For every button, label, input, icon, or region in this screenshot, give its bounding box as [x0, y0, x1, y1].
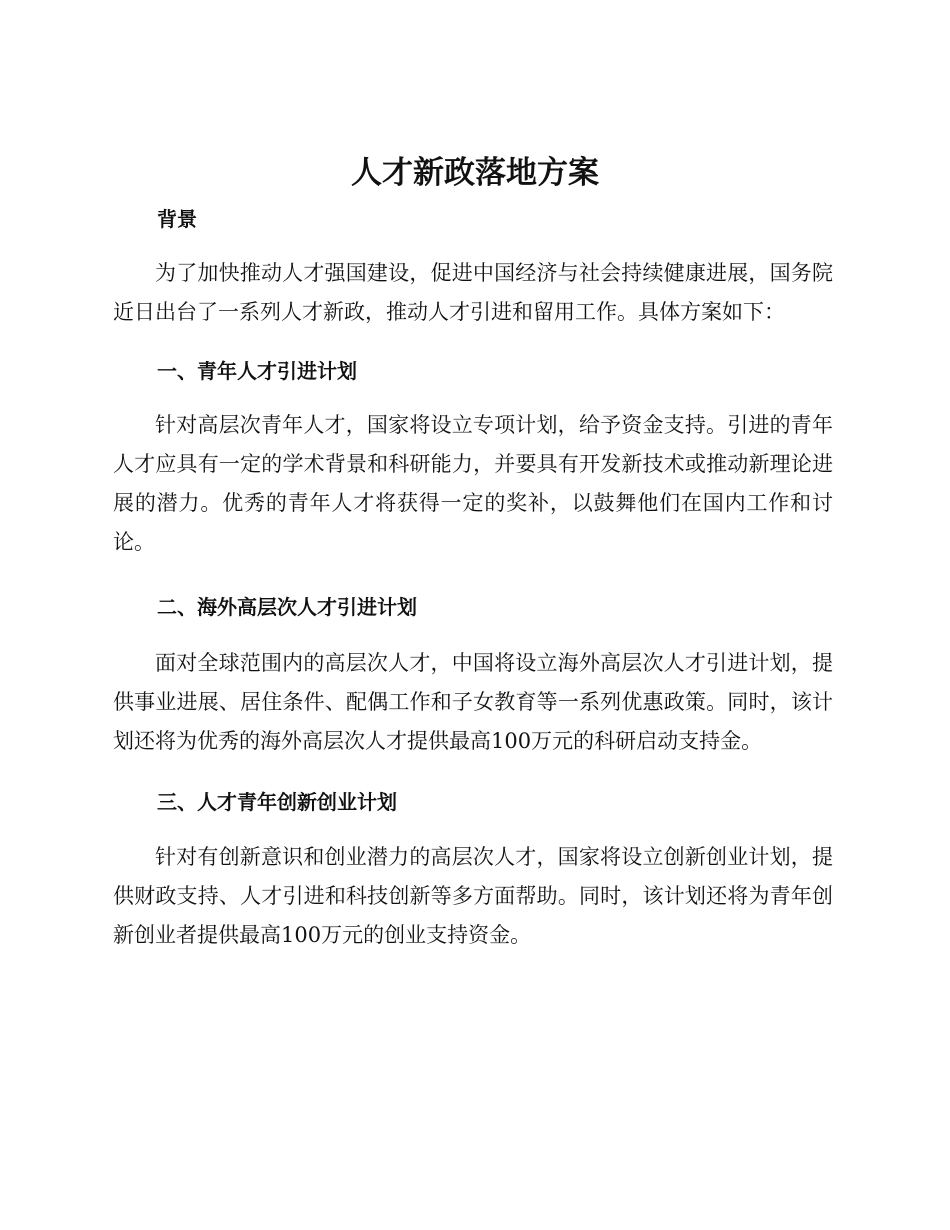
section-heading-background: 背景 — [157, 207, 197, 231]
section-heading-overseas-talent: 二、海外高层次人才引进计划 — [157, 595, 417, 619]
section-paragraph-youth-talent: 针对高层次青年人才，国家将设立专项计划，给予资金支持。引进的青年人才应具有一定的学术背景和科研能力，并要具有开发新技术或推动新理论进展的潜力。优秀的青年人才将获得一定的奖补，以鼓舞他们在国内工作和讨论。 — [113, 413, 833, 554]
document-title: 人才新政落地方案 — [351, 155, 599, 191]
section-paragraph-background: 为了加快推动人才强国建设，促进中国经济与社会持续健康进展，国务院近日出台了一系列人才新政，推动人才引进和留用工作。具体方案如下： — [113, 261, 833, 324]
section-heading-innovation: 三、人才青年创新创业计划 — [157, 790, 397, 814]
section-heading-youth-talent: 一、青年人才引进计划 — [157, 359, 357, 383]
section-paragraph-overseas-talent: 面对全球范围内的高层次人才，中国将设立海外高层次人才引进计划，提供事业进展、居住条件、配偶工作和子女教育等一系列优惠政策。同时，该计划还将为优秀的海外高层次人才提供最高100万元的科研启动支持金。 — [113, 651, 833, 753]
section-paragraph-innovation: 针对有创新意识和创业潜力的高层次人才，国家将设立创新创业计划，提供财政支持、人才引进和科技创新等多方面帮助。同时，该计划还将为青年创新创业者提供最高100万元的创业支持资金。 — [113, 845, 833, 947]
